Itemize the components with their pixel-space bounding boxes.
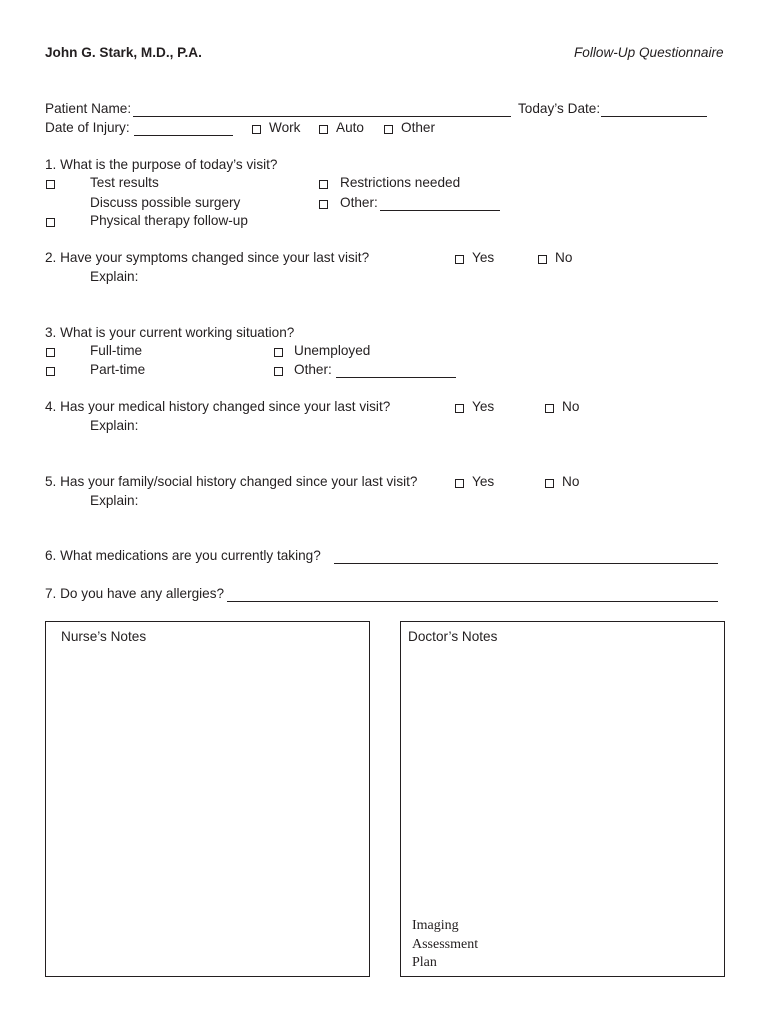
todays-date-label: Today’s Date: [518,101,601,116]
q1-test-results-checkbox[interactable] [46,180,55,189]
injury-other-label: Other [401,120,435,135]
q4-question: 4. Has your medical history changed since your last visit? [45,399,391,414]
q1-question: 1. What is the purpose of today’s visit? [45,157,278,172]
q6-question: 6. What medications are you currently taking? [45,548,321,563]
q2-yes-label: Yes [472,250,495,265]
doctor-notes-title: Doctor’s Notes [408,629,498,644]
q7-allergies-field[interactable] [227,589,718,602]
injury-auto-label: Auto [336,120,364,135]
todays-date-field[interactable] [601,104,707,117]
doctor-notes-plan: Plan [412,955,437,970]
injury-work-label: Work [269,120,301,135]
q3-other-label: Other: [294,362,332,377]
q5-explain-label: Explain: [90,493,139,508]
q1-other-label: Other: [340,195,378,210]
q2-no-checkbox[interactable] [538,255,547,264]
injury-other-checkbox[interactable] [384,125,393,134]
q1-test-results-label: Test results [90,175,159,190]
q5-yes-checkbox[interactable] [455,479,464,488]
doctor-notes-imaging: Imaging [412,918,459,933]
date-of-injury-field[interactable] [134,123,233,136]
q3-parttime-checkbox[interactable] [46,367,55,376]
q5-yes-label: Yes [472,474,495,489]
q1-pt-followup-checkbox[interactable] [46,218,55,227]
q3-question: 3. What is your current working situation? [45,325,295,340]
date-of-injury-label: Date of Injury: [45,120,130,135]
q3-fulltime-checkbox[interactable] [46,348,55,357]
doctor-notes-assessment: Assessment [412,937,479,952]
nurse-notes-box[interactable] [45,621,370,977]
q4-no-checkbox[interactable] [545,404,554,413]
q5-no-checkbox[interactable] [545,479,554,488]
q1-other-field[interactable] [380,198,500,211]
injury-work-checkbox[interactable] [252,125,261,134]
q1-other-checkbox[interactable] [319,200,328,209]
nurse-notes-title: Nurse’s Notes [61,629,147,644]
q2-yes-checkbox[interactable] [455,255,464,264]
q1-pt-followup-label: Physical therapy follow-up [90,213,248,228]
q4-explain-label: Explain: [90,418,139,433]
q3-fulltime-label: Full-time [90,343,143,358]
q3-unemployed-checkbox[interactable] [274,348,283,357]
q1-surgery-label: Discuss possible surgery [90,195,241,210]
q4-yes-label: Yes [472,399,495,414]
q7-question: 7. Do you have any allergies? [45,586,225,601]
q5-no-label: No [562,474,580,489]
injury-auto-checkbox[interactable] [319,125,328,134]
q3-other-field[interactable] [336,365,456,378]
q4-no-label: No [562,399,580,414]
q3-other-checkbox[interactable] [274,367,283,376]
q3-unemployed-label: Unemployed [294,343,371,358]
form-title: Follow-Up Questionnaire [574,45,724,60]
q6-medications-field[interactable] [334,551,718,564]
patient-name-field[interactable] [133,104,511,117]
doctor-notes-box[interactable] [400,621,725,977]
q2-explain-label: Explain: [90,269,139,284]
q5-question: 5. Has your family/social history changed since your last visit? [45,474,418,489]
q2-no-label: No [555,250,573,265]
q2-question: 2. Have your symptoms changed since your last visit? [45,250,370,265]
patient-name-label: Patient Name: [45,101,132,116]
q3-parttime-label: Part-time [90,362,146,377]
doctor-name: John G. Stark, M.D., P.A. [45,45,202,60]
q1-restrictions-checkbox[interactable] [319,180,328,189]
q1-restrictions-label: Restrictions needed [340,175,461,190]
q4-yes-checkbox[interactable] [455,404,464,413]
